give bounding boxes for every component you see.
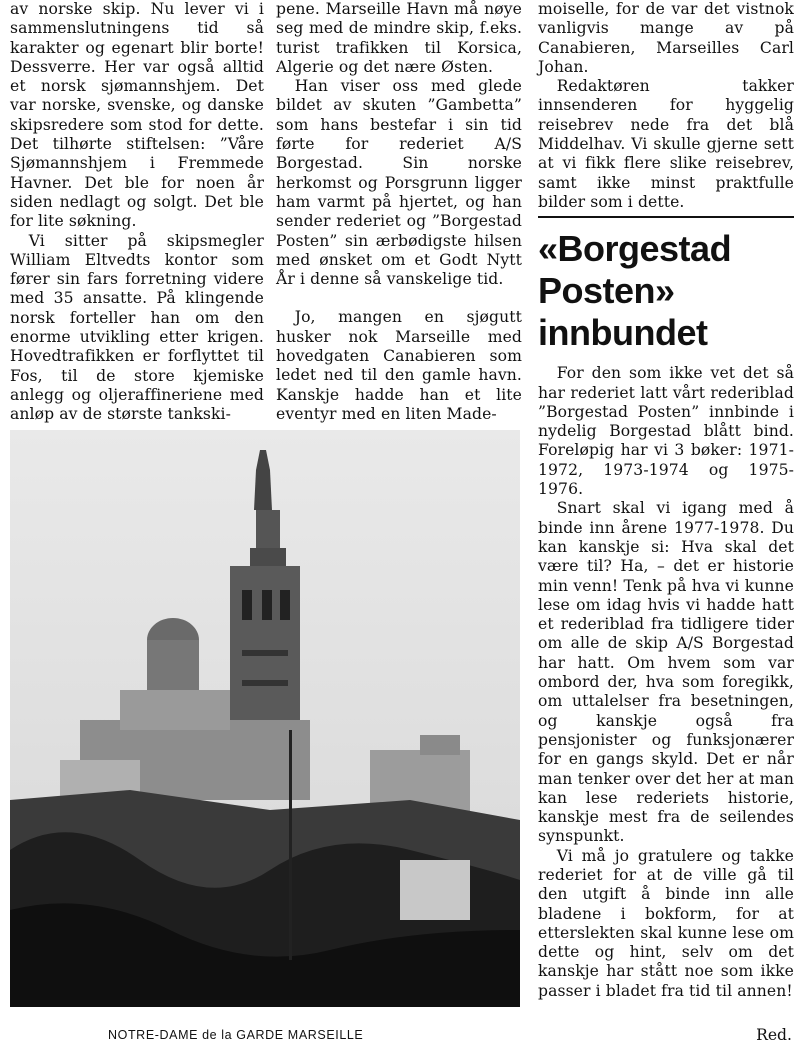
paragraph: Redaktøren takker innsenderen for hyggelig reisebrev nede fra det blå Middelhav. Vi skulle gjerne sett at vi fikk flere slike reisebrev, samt ikke minst praktfulle bilder som i dette. — [538, 77, 794, 211]
article-column-1 — [10, 0, 264, 425]
paragraph: av norske skip. Nu lever vi i sammenslutningens tid så karakter og egenart blir borte! Dessverre. Her var også alltid et norsk sjømannshjem. Det var norske, svenske, og danske skipsredere som stod for dette. Det tilhørte stiftelsen: ”Våre Sjømannshjem i Fremmede Havner. Det ble for noen år siden nedlagt og solgt. Det ble for lite søkning. — [10, 0, 264, 231]
paragraph: Vi sitter på skipsmegler William Eltvedts kontor som fører sin fars forretning videre med 35 ansatte. På klingende norsk forteller han om den enorme utvikling etter krigen. Hovedtrafikken er forflyttet til Fos, til de store kjemiske anlegg og oljeraffineriene med anløp av de største tankski- — [10, 231, 264, 424]
editor-signoff: Red. — [756, 1026, 792, 1044]
paragraph: Vi må jo gratulere og takke rederiet for at de ville gå til den utgift å binde inn alle bladene i bokform, for at etterslekten skal kunne lese om dette og hint, selv om det kanskje har stått noe som ikke passer i bladet fra tid til annen! — [538, 846, 794, 1000]
photo-caption: NOTRE-DAME de la GARDE MARSEILLE — [108, 1028, 364, 1042]
article-column-2 — [276, 0, 522, 424]
paragraph: Snart skal vi igang med å binde inn årene 1977-1978. Du kan kanskje si: Hva skal det være til? Ha, – det er historie min venn! Tenk på hva vi kunne lese om idag hvis vi hadde hatt et rederiblad fra tidligere tider om alle de skip A/S Borgestad har hatt. Om hvem som var ombord der, hva som foregikk, om uttalelser fra besetningen, og kanskje også fra pensjonister og funksjonærer for en gangs skyld. Det er når man tenker over det her at man kan lese rederiets historie, kanskje mest fra de seilendes synspunkt. — [538, 499, 794, 846]
paragraph: For den som ikke vet det så har rederiet latt vårt rederiblad ”Borgestad Posten” innbinde i nydelig Borgestad blått bind. Foreløpig har vi 3 bøker: 1971-1972, 1973-1974 og 1975-1976. — [538, 364, 794, 499]
paragraph: Jo, mangen en sjøgutt husker nok Marseille med hovedgaten Canabieren som ledet ned til den gamle havn. Kanskje hadde han et lite eventyr med en liten Made- — [276, 308, 522, 423]
notre-dame-photo — [10, 430, 520, 1007]
paragraph: pene. Marseille Havn må nøye seg med de mindre skip, f.eks. turist trafikken til Korsica, Algerie og det nære Østen. — [276, 0, 522, 76]
article-column-3 — [538, 0, 794, 1001]
paragraph: moiselle, for de var det vistnok vanligvis mange av på Canabieren, Marseilles Carl Johan. — [538, 0, 794, 76]
article-headline: «Borgestad Posten» innbundet — [538, 228, 732, 354]
section-divider — [538, 77, 794, 218]
paragraph: Han viser oss med glede bildet av skuten ”Gambetta” som hans bestefar i sin tid førte for rederiet A/S Borgestad. Sin norske herkomst og Porsgrunn ligger ham varmt på hjertet, og han sender rederiet og ”Borgestad Posten” sin ærbødigste hilsen med ønsket om et Godt Nytt År i denne så vanskelige tid. — [276, 77, 522, 289]
